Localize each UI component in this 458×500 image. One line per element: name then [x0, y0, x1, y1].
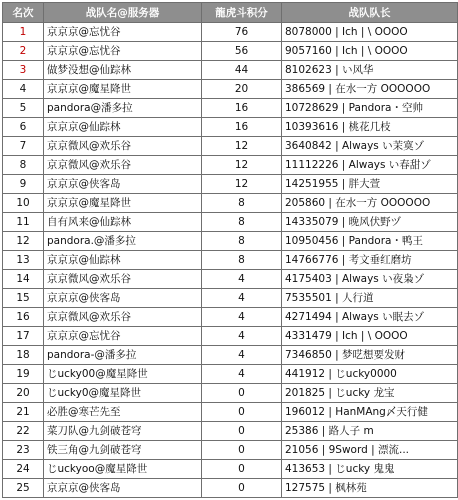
rank-cell: 5: [3, 99, 44, 118]
rank-cell: 11: [3, 213, 44, 232]
team-cell: 京京京@魔星降世: [44, 80, 202, 99]
table-row: [3, 23, 458, 42]
table-row: [3, 251, 458, 270]
header-points: 龍虎斗积分: [202, 3, 282, 23]
points-cell: 20: [202, 80, 282, 99]
table-row: [3, 422, 458, 441]
header-rank: 名次: [3, 3, 44, 23]
team-cell: 铁三角@九剑破苍穹: [44, 441, 202, 460]
team-cell: 京京京@仙踪林: [44, 251, 202, 270]
header-row: [3, 3, 458, 23]
rank-cell: 3: [3, 61, 44, 80]
leader-cell: 4175403 | Always い夜枭ゾ: [282, 270, 458, 289]
rank-cell: 20: [3, 384, 44, 403]
rank-cell: 14: [3, 270, 44, 289]
rank-cell: 9: [3, 175, 44, 194]
leader-cell: 10728629 | Pandora・空帅: [282, 99, 458, 118]
team-cell: 京京京@侠客岛: [44, 289, 202, 308]
table-row: [3, 137, 458, 156]
table-row: [3, 308, 458, 327]
leader-cell: 11112226 | Always い春甜ゾ: [282, 156, 458, 175]
rank-cell: 25: [3, 479, 44, 498]
table-row: [3, 384, 458, 403]
leader-cell: 21056 | 9Sword | 漂流...: [282, 441, 458, 460]
team-cell: 必胜@寒芒先至: [44, 403, 202, 422]
table-row: [3, 118, 458, 137]
leader-cell: 9057160 | Ich | \ OOOO: [282, 42, 458, 61]
leader-cell: 7535501 | 人行道: [282, 289, 458, 308]
rank-cell: 16: [3, 308, 44, 327]
table-row: [3, 99, 458, 118]
points-cell: 44: [202, 61, 282, 80]
points-cell: 56: [202, 42, 282, 61]
table-row: [3, 213, 458, 232]
points-cell: 8: [202, 232, 282, 251]
team-cell: 菜刀队@九剑破苍穹: [44, 422, 202, 441]
team-cell: 京京京@侠客岛: [44, 175, 202, 194]
points-cell: 0: [202, 403, 282, 422]
table-row: [3, 194, 458, 213]
points-cell: 4: [202, 270, 282, 289]
points-cell: 0: [202, 384, 282, 403]
rank-cell: 22: [3, 422, 44, 441]
team-cell: 京京京@忘忧谷: [44, 23, 202, 42]
table-row: [3, 460, 458, 479]
rank-cell: 7: [3, 137, 44, 156]
rank-cell: 8: [3, 156, 44, 175]
team-cell: pandora@潘多拉: [44, 99, 202, 118]
team-cell: 京京京@忘忧谷: [44, 327, 202, 346]
leader-cell: 7346850 | 梦呓想要发财: [282, 346, 458, 365]
points-cell: 4: [202, 289, 282, 308]
leader-cell: 8078000 | Ich | \ OOOO: [282, 23, 458, 42]
rank-cell: 12: [3, 232, 44, 251]
rank-cell: 18: [3, 346, 44, 365]
points-cell: 12: [202, 137, 282, 156]
leader-cell: 196012 | HanMAng〆天行健: [282, 403, 458, 422]
team-cell: 京京京@仙踪林: [44, 118, 202, 137]
table-row: [3, 346, 458, 365]
team-cell: pandora.@潘多拉: [44, 232, 202, 251]
leader-cell: 386569 | 在水一方 OOOOOO: [282, 80, 458, 99]
rank-cell: 2: [3, 42, 44, 61]
team-cell: 自有风来@仙踪林: [44, 213, 202, 232]
team-cell: 京京京@忘忧谷: [44, 42, 202, 61]
table-row: [3, 42, 458, 61]
leader-cell: 413653 | じucky 鬼鬼: [282, 460, 458, 479]
rank-cell: 15: [3, 289, 44, 308]
table-row: [3, 156, 458, 175]
team-cell: 京京微风@欢乐谷: [44, 137, 202, 156]
points-cell: 8: [202, 194, 282, 213]
leader-cell: 441912 | じucky0000: [282, 365, 458, 384]
leader-cell: 25386 | 路人子 m: [282, 422, 458, 441]
table-row: [3, 61, 458, 80]
points-cell: 4: [202, 308, 282, 327]
team-cell: pandora-@潘多拉: [44, 346, 202, 365]
rank-cell: 6: [3, 118, 44, 137]
rank-cell: 10: [3, 194, 44, 213]
points-cell: 4: [202, 346, 282, 365]
team-cell: じucky00@魔星降世: [44, 365, 202, 384]
leader-cell: 10950456 | Pandora・鸭王: [282, 232, 458, 251]
table-row: [3, 289, 458, 308]
header-team: 战队名@服务器: [44, 3, 202, 23]
header-leader: 战队队长: [282, 3, 458, 23]
points-cell: 16: [202, 118, 282, 137]
points-cell: 0: [202, 422, 282, 441]
rank-cell: 24: [3, 460, 44, 479]
rank-cell: 4: [3, 80, 44, 99]
team-cell: 京京微风@欢乐谷: [44, 270, 202, 289]
table-row: [3, 80, 458, 99]
team-cell: 做梦没想@仙踪林: [44, 61, 202, 80]
leader-cell: 205860 | 在水一方 OOOOOO: [282, 194, 458, 213]
table-row: [3, 403, 458, 422]
leader-cell: 4271494 | Always い眠去ゾ: [282, 308, 458, 327]
rank-cell: 23: [3, 441, 44, 460]
leader-cell: 14251955 | 胖大萱: [282, 175, 458, 194]
points-cell: 0: [202, 479, 282, 498]
table-row: [3, 232, 458, 251]
points-cell: 0: [202, 460, 282, 479]
leader-cell: 8102623 | い风华: [282, 61, 458, 80]
points-cell: 8: [202, 251, 282, 270]
team-cell: 京京京@魔星降世: [44, 194, 202, 213]
rank-cell: 19: [3, 365, 44, 384]
points-cell: 12: [202, 175, 282, 194]
leader-cell: 3640842 | Always い茉寞ゾ: [282, 137, 458, 156]
rank-cell: 21: [3, 403, 44, 422]
leader-cell: 201825 | じucky 龙宝: [282, 384, 458, 403]
table-row: [3, 479, 458, 498]
table-row: [3, 441, 458, 460]
table-row: [3, 175, 458, 194]
rank-cell: 17: [3, 327, 44, 346]
points-cell: 8: [202, 213, 282, 232]
leader-cell: 4331479 | Ich | \ OOOO: [282, 327, 458, 346]
table-row: [3, 270, 458, 289]
team-cell: 京京京@侠客岛: [44, 479, 202, 498]
points-cell: 76: [202, 23, 282, 42]
team-cell: じuckyoo@魔星降世: [44, 460, 202, 479]
points-cell: 4: [202, 327, 282, 346]
leader-cell: 10393616 | 桃花几枝: [282, 118, 458, 137]
points-cell: 0: [202, 441, 282, 460]
table-row: [3, 365, 458, 384]
team-cell: 京京微风@欢乐谷: [44, 308, 202, 327]
leader-cell: 14766776 | 考文垂红磨坊: [282, 251, 458, 270]
points-cell: 16: [202, 99, 282, 118]
leader-cell: 14335079 | 晚风伏野ヅ: [282, 213, 458, 232]
rank-cell: 1: [3, 23, 44, 42]
leader-cell: 127575 | 枫林苑: [282, 479, 458, 498]
table-row: [3, 327, 458, 346]
points-cell: 12: [202, 156, 282, 175]
team-cell: 京京微风@欢乐谷: [44, 156, 202, 175]
rank-cell: 13: [3, 251, 44, 270]
points-cell: 4: [202, 365, 282, 384]
team-cell: じucky0@魔星降世: [44, 384, 202, 403]
ranking-table: [2, 2, 458, 498]
